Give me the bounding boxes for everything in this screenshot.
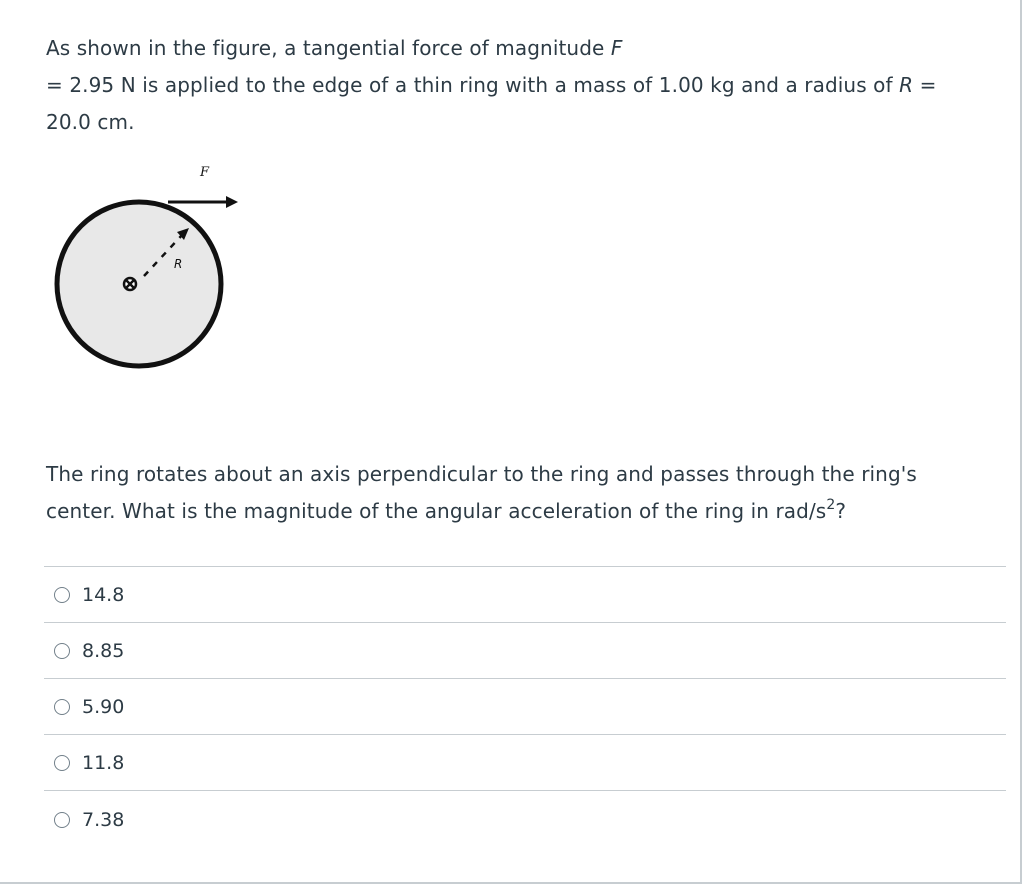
answer-option[interactable] — [44, 622, 1006, 678]
radio-button-icon[interactable] — [54, 587, 70, 603]
answer-label: 14.8 — [82, 583, 125, 606]
squared-superscript: 2 — [826, 497, 836, 514]
body-line-2 — [46, 493, 917, 530]
body-line-2-text: center. What is the magnitude of the angular acceleration of the ring in rad/s — [46, 499, 827, 523]
body-line-1: The ring rotates about an axis perpendicular to the ring and passes through the ring's — [46, 462, 917, 486]
answer-option[interactable] — [44, 734, 1006, 790]
intro-line-1 — [46, 30, 936, 67]
ring-figure — [40, 150, 260, 390]
radius-symbol: R — [899, 73, 914, 97]
equals-sign: = — [913, 73, 937, 97]
intro-line-2 — [46, 67, 936, 104]
radio-button-icon[interactable] — [54, 699, 70, 715]
radio-button-icon[interactable] — [54, 812, 70, 828]
question-intro-text — [46, 30, 936, 141]
question-mark: ? — [835, 499, 847, 523]
answer-label: 11.8 — [82, 751, 125, 774]
answer-label: 7.38 — [82, 808, 125, 831]
answer-list — [44, 566, 1006, 848]
answer-label: 8.85 — [82, 639, 125, 662]
answer-option[interactable] — [44, 678, 1006, 734]
intro-line-2-text: = 2.95 N is applied to the edge of a thin ring with a mass of 1.00 kg and a radius of — [46, 73, 900, 97]
force-label: F — [200, 165, 210, 180]
question-body-text — [46, 456, 917, 530]
answer-option[interactable] — [44, 790, 1006, 848]
radio-button-icon[interactable] — [54, 643, 70, 659]
ring-disk — [57, 202, 221, 366]
answer-label: 5.90 — [82, 695, 125, 718]
intro-line-3-text: 20.0 cm. — [46, 110, 135, 134]
radius-label: R — [174, 257, 183, 271]
force-arrow-head — [226, 196, 238, 208]
force-symbol: F — [610, 36, 623, 60]
intro-line-3 — [46, 104, 936, 141]
intro-line-1-text: As shown in the figure, a tangential force of magnitude — [46, 36, 611, 60]
answer-option[interactable] — [44, 566, 1006, 622]
radio-button-icon[interactable] — [54, 755, 70, 771]
